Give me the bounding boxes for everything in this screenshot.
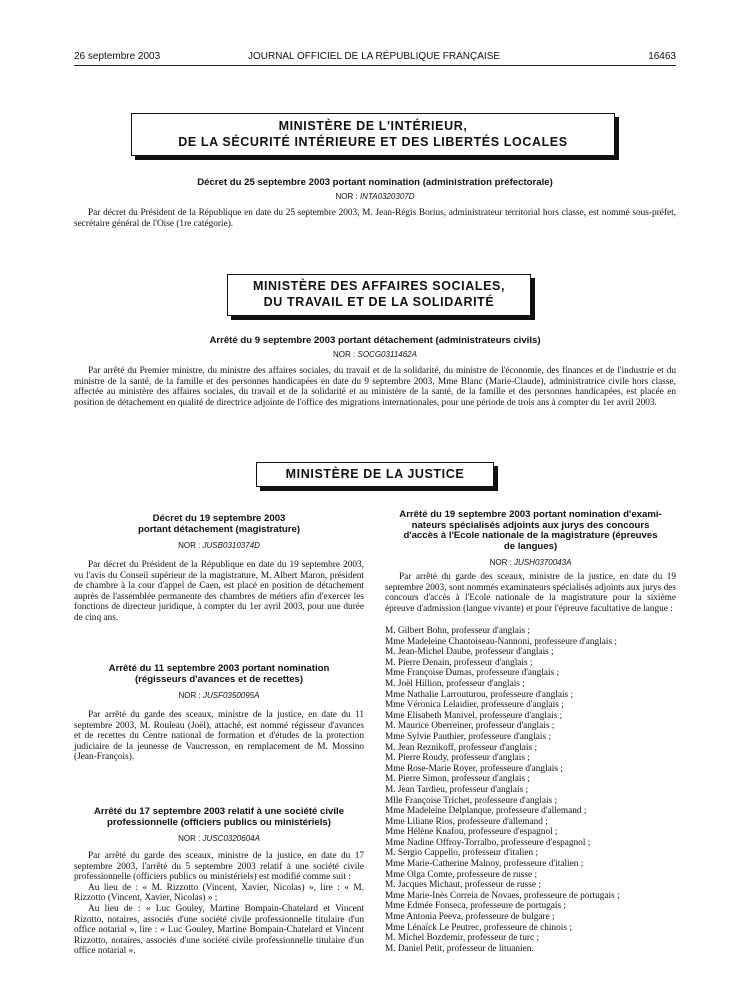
list-item: Mme Véronica Lelaidier, professeure d'anglais ; [385, 700, 564, 711]
nor-label: NOR : [489, 558, 512, 567]
nor-label: NOR : [335, 192, 358, 201]
decree-title-administrateurs: Arrêté du 9 septembre 2003 portant détachement (administrateurs civils) [209, 335, 541, 346]
list-item: Mme Nathalie Larrouturou, professeure d'anglais ; [385, 689, 574, 700]
paragraph: Par arrêté du garde des sceaux, ministre de la justice, en date du 17 septembre 2003, l'arrêté du 5 septembre 2003 relatif à une société civile professionnelle (officiers publics ou ministériels) est modifié comme suit : [74, 851, 364, 883]
title-line: nateurs spécialisés adjoints aux jurys des concours [411, 519, 650, 531]
list-item: Mme Marie-Inès Correia de Novaes, professeure de portugais ; [385, 890, 620, 901]
list-item: M. Joël Hillion, professeur d'anglais ; [385, 678, 525, 689]
title-line: de langues) [503, 540, 558, 552]
list-item: M. Sergio Cappello, professeur d'italien ; [385, 848, 539, 859]
list-item: Mme Nadine Offroy-Torralbo, professeure d'espagnol ; [385, 837, 591, 848]
nor-code: SOCG0311462A [357, 350, 417, 359]
ministry-title-line1: MINISTÈRE DE L'INTÉRIEUR, [278, 119, 468, 133]
list-item: M. Pierre Denain, professeur d'anglais ; [385, 657, 533, 668]
paragraph: Par décret du Président de la République en date du 19 septembre 2003, vu l'avis du Conseil supérieur de la magistrature, M. Albert Maron, président de chambre à la cour d'appel de Caen, est placé en position de détachement auprès de l'assemblée permanente des chambres de métiers afin d'exercer les fonctions de directeur juridique, à compter du 1er avril 2003, pour une durée de cinq ans. [74, 560, 364, 623]
decree-body-examinateurs [385, 572, 676, 614]
paragraph: Par arrêté du garde des sceaux, ministre de la justice, en date du 19 septembre 2003, sont nommés examinateurs spécialisés adjoints aux jurys des concours d'accès à l'Ecole nationale de la magistrature pour la sixième épreuve d'admission (langue vivante) et pour l'épreuve facultative de langue : [385, 572, 676, 614]
list-item: M. Maurice Oberreiner, professeur d'anglais ; [385, 721, 555, 732]
decree-title-prefectorale: Décret du 25 septembre 2003 portant nomination (administration préfectorale) [197, 177, 553, 188]
decree-title-magistrature [74, 513, 364, 535]
nor-code: JUSF0350095A [202, 691, 260, 700]
nor-label: NOR : [178, 691, 201, 700]
list-item: Mme Lénaïck Le Peutrec, professeure de chinois ; [385, 922, 572, 933]
ministry-box-affaires-sociales [227, 274, 531, 316]
paragraph: Par arrêté du garde des sceaux, ministre de la justice, en date du 11 septembre 2003, M. Rouleau (Joël), attaché, est nommé régisseur d'avances et de recettes du Centre national de formation et d'études de la protection judiciaire de la jeunesse de Vaucresson, en remplacement de M. Mossino (Jean-François). [74, 710, 364, 763]
nor-reference [74, 691, 364, 700]
examiner-list [385, 626, 676, 954]
list-item: Mme Madeleine Chantoiseau-Nannoni, professeure d'anglais ; [385, 636, 617, 647]
decree-title-regisseurs [74, 663, 364, 685]
list-item: Mme Antonia Peeva, professeure de bulgare ; [385, 912, 555, 923]
list-item: Mme Marie-Catherine Malnoy, professeure d'italien ; [385, 859, 584, 870]
decree-title-examinateurs [385, 510, 676, 552]
list-item: Mme Hélène Knafou, professeure d'espagnol ; [385, 827, 558, 838]
nor-reference [74, 541, 364, 550]
nor-code: JUSB0310374D [202, 541, 260, 550]
paragraph: Au lieu de : « M. Rizzotto (Vincent, Xavier, Nicolas) », lire : « M. Rizzotto (Vincent, Xavier, Nicolas) » ; [74, 882, 364, 904]
list-item: M. Jacques Michaut, professeur de russe ; [385, 880, 541, 891]
nor-code: INTA0320307D [359, 192, 415, 201]
list-item: Mme Rose-Marie Royer, professeure d'anglais ; [385, 763, 563, 774]
decree-title-societe-civile [74, 806, 364, 828]
list-item: Mme Françoise Dumas, professeure d'anglais ; [385, 668, 560, 679]
list-item: M. Pierre Simon, professeur d'anglais ; [385, 774, 530, 785]
paragraph: Au lieu de : « Luc Gouley, Martine Bompain-Chatelard et Vincent Rizotto, notaires, associés d'une société civile professionnelle titulaire d'un office notarial », lire : « Luc Gouley, Martine Bompain-Chatelard et Vincent Rizzotto, notaires, associés d'une société civile professionnelle titulaire d'un office notarial ». [74, 903, 364, 957]
header-date: 26 septembre 2003 [74, 51, 161, 62]
title-line: professionnelle (officiers publics ou ministériels) [107, 817, 331, 828]
list-item: Mme Sylvie Pauthier, professeure d'anglais ; [385, 731, 552, 742]
title-line: Arrêté du 19 septembre 2003 portant nomination d'exami- [399, 509, 662, 520]
paragraph: Par arrêté du Premier ministre, du ministre des affaires sociales, du travail et de la solidarité, du ministre de l'économie, des finances et de l'industrie et du ministre de la santé, de la famille et des personnes handicapées en date du 9 septembre 2003, Mme Blanc (Marie-Claude), administratrice civile hors classe, affectée au ministère des affaires sociales, du travail et de la solidarité et au ministère de la santé, de la famille et des personnes handicapées, est placée en position de détachement en qualité de directrice adjointe de l'office des migrations internationales, pour une période de trois ans à compter du 1er avril 2003. [74, 366, 676, 408]
title-line: Décret du 19 septembre 2003 [152, 513, 286, 524]
list-item: M. Jean Tardieu, professeur d'anglais ; [385, 784, 529, 795]
list-item: M. Daniel Petit, professeur de lituanien. [385, 943, 534, 954]
nor-reference [74, 350, 676, 359]
list-item: Mme Madeleine Delplanque, professeure d'allemand ; [385, 806, 587, 817]
decree-body-societe-civile [74, 851, 364, 957]
header-rule [74, 65, 676, 66]
list-item: M. Michel Bozdemir, professeur de turc ; [385, 933, 540, 944]
paragraph: Par décret du Président de la République en date du 25 septembre 2003, M. Jean-Régis Borius, administrateur territorial hors classe, est nommé sous-préfet, secrétaire général de l'Oise (1re catégorie). [74, 208, 676, 229]
nor-code: JUSH0370043A [514, 558, 572, 567]
list-item: Mme Olga Comte, professeure de russe ; [385, 869, 538, 880]
list-item: M. Jean Reznikoff, professeur d'anglais ; [385, 742, 538, 753]
title-line: d'accès à l'Ecole nationale de la magistrature (épreuves [403, 530, 658, 541]
decree-body-administrateurs [74, 366, 676, 408]
decree-body-magistrature [74, 560, 364, 624]
list-item: M. Pierre Roudy, professeur d'anglais ; [385, 753, 530, 764]
nor-label: NOR : [178, 834, 201, 843]
title-line: Arrêté du 17 septembre 2003 relatif à une société civile [93, 806, 345, 817]
title-line: portant détachement (magistrature) [137, 524, 301, 535]
list-item: Mme Liliane Rios, professeure d'allemand ; [385, 816, 548, 827]
list-item: Mlle Françoise Trichet, professeure d'anglais ; [385, 795, 558, 806]
title-line: (régisseurs d'avances et de recettes) [134, 674, 304, 685]
nor-reference [74, 834, 364, 843]
ministry-title-line1: MINISTÈRE DES AFFAIRES SOCIALES, [252, 279, 506, 293]
nor-code: JUSC0320604A [202, 834, 260, 843]
decree-body-prefectorale [74, 208, 676, 229]
header-page-number: 16463 [648, 51, 676, 62]
ministry-box-justice [256, 462, 494, 487]
header-journal: JOURNAL OFFICIEL DE LA RÉPUBLIQUE FRANÇAISE [247, 51, 501, 62]
nor-reference [385, 558, 676, 567]
list-item: M. Gilbert Bohn, professeur d'anglais ; [385, 626, 530, 636]
ministry-title-line2: DE LA SÉCURITÉ INTÉRIEURE ET DES LIBERTÉS LOCALES [178, 135, 568, 149]
list-item: Mme Elisabeth Manivel, professeure d'anglais ; [385, 710, 563, 721]
list-item: Mme Edmée Fonseca, professeure de portugais ; [385, 901, 566, 912]
ministry-title-line1: MINISTÈRE DE LA JUSTICE [285, 467, 465, 481]
nor-label: NOR : [178, 541, 201, 550]
list-item: M. Jean-Michel Daube, professeur d'anglais ; [385, 647, 554, 658]
nor-label: NOR : [333, 350, 356, 359]
decree-body-regisseurs [74, 710, 364, 763]
ministry-title-line2: DU TRAVAIL ET DE LA SOLIDARITÉ [263, 295, 495, 309]
ministry-box-interieur [131, 113, 615, 156]
title-line: Arrêté du 11 septembre 2003 portant nomination [108, 663, 330, 674]
nor-reference [74, 192, 676, 201]
